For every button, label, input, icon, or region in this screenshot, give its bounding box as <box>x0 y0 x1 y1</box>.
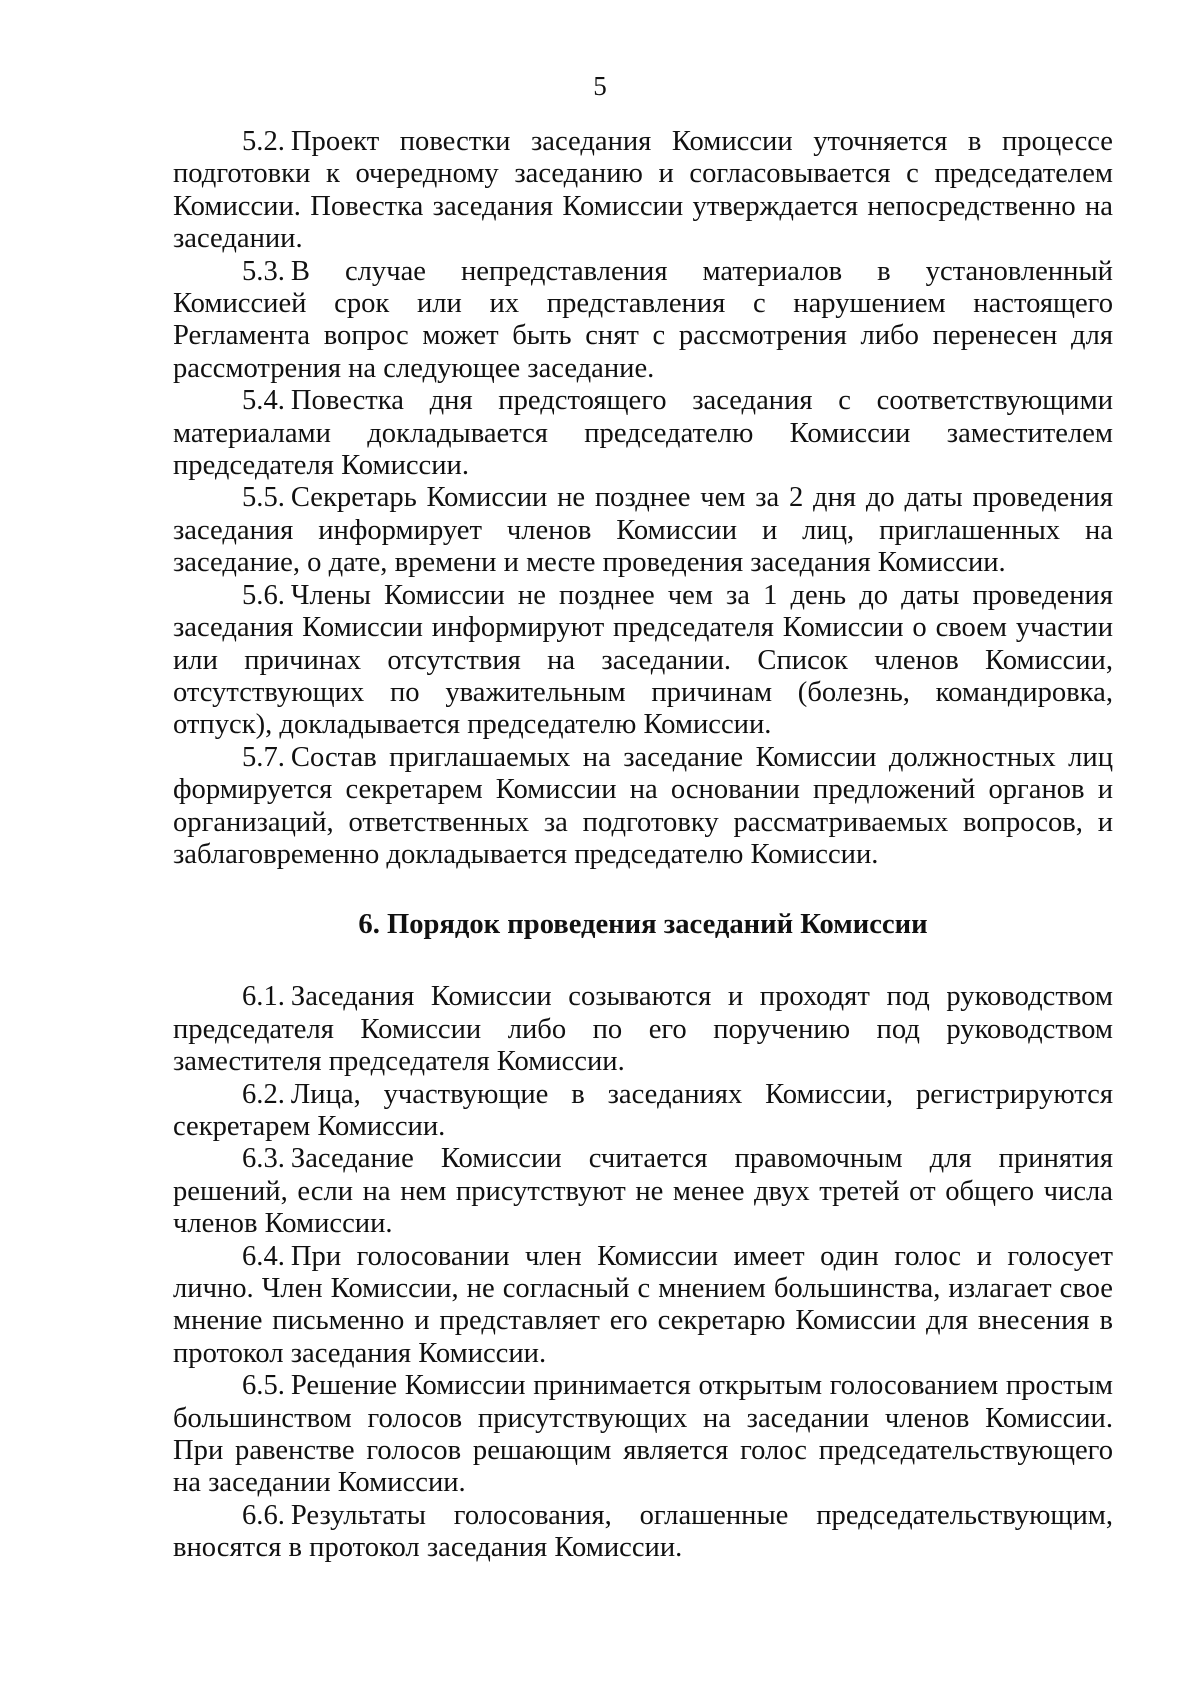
paragraph-text: В случае непредставления материалов в установленный Комиссией срок или их представления с нарушением настоящего Регламента вопрос может быть снят с рассмотрения либо перенесен для рассмотрения на следующее заседание. <box>173 255 1113 384</box>
paragraph-text: Заседание Комиссии считается правомочным для принятия решений, если на нем присутствуют не менее двух третей от общего числа членов Комиссии. <box>173 1143 1113 1240</box>
paragraph-text: Состав приглашаемых на заседание Комиссии должностных лиц формируется секретарем Комиссии на основании предложений органов и организаций, ответственных за подготовку рассматриваемых вопросов, и заблаговременно докладывается председателю Комиссии. <box>173 741 1113 870</box>
paragraph-number: 6.2. <box>242 1078 285 1110</box>
paragraph-6-4 <box>173 1241 1113 1371</box>
paragraph-number: 5.4. <box>242 385 285 417</box>
paragraph-text: Заседания Комиссии созываются и проходят под руководством председателя Комиссии либо по его поручению под руководством заместителя председателя Комиссии. <box>173 981 1113 1078</box>
paragraph-number: 5.7. <box>242 741 285 773</box>
paragraph-text: При голосовании член Комиссии имеет один голос и голосует лично. Член Комиссии, не согласный с мнением большинства, излагает свое мнение письменно и представляет его секретарю Комиссии для внесения в протокол заседания Комиссии. <box>173 1240 1113 1369</box>
paragraph-text: Секретарь Комиссии не позднее чем за 2 дня до даты проведения заседания информирует членов Комиссии и лиц, приглашенных на заседание, о дате, времени и месте проведения заседания Комиссии. <box>173 482 1113 579</box>
paragraph-5-6 <box>173 580 1113 742</box>
paragraph-number: 6.1. <box>242 981 285 1013</box>
paragraph-5-4 <box>173 385 1113 482</box>
paragraph-number: 6.4. <box>242 1240 285 1272</box>
paragraph-text: Результаты голосования, оглашенные председательствующим, вносятся в протокол заседания Комиссии. <box>173 1499 1113 1564</box>
paragraph-5-2 <box>173 126 1113 256</box>
paragraph-text: Лица, участвующие в заседаниях Комиссии, регистрируются секретарем Комиссии. <box>173 1078 1113 1142</box>
paragraph-number: 5.2. <box>242 126 285 157</box>
paragraph-number: 5.5. <box>242 482 285 514</box>
paragraph-6-6 <box>173 1500 1113 1565</box>
document-body <box>173 126 1113 1565</box>
page-number: 5 <box>593 71 607 101</box>
paragraph-5-7 <box>173 742 1113 872</box>
paragraph-5-3 <box>173 256 1113 386</box>
paragraph-number: 6.6. <box>242 1499 285 1531</box>
paragraph-number: 5.3. <box>242 255 285 287</box>
paragraph-6-2 <box>173 1079 1113 1144</box>
paragraph-6-5 <box>173 1370 1113 1500</box>
paragraph-text: Члены Комиссии не позднее чем за 1 день до даты проведения заседания Комиссии информируют председателя Комиссии о своем участии или причинах отсутствия на заседании. Список членов Комиссии, отсутствующих по уважительным причинам (болезнь, командировка, отпуск), докладывается председателю Комиссии. <box>173 579 1113 741</box>
paragraph-6-3 <box>173 1143 1113 1240</box>
paragraph-text: Проект повестки заседания Комиссии уточняется в процессе подготовки к очередному заседанию и согласовывается с председателем Комиссии. Повестка заседания Комиссии утверждается непосредственно на заседании. <box>173 126 1113 255</box>
paragraph-5-5 <box>173 482 1113 579</box>
paragraph-number: 5.6. <box>242 579 285 611</box>
paragraph-text: Решение Комиссии принимается открытым голосованием простым большинством голосов присутствующих на заседании членов Комиссии. При равенстве голосов решающим является голос председательствующего на заседании Комиссии. <box>173 1370 1113 1499</box>
paragraph-6-1 <box>173 981 1113 1078</box>
paragraph-number: 6.3. <box>242 1143 285 1175</box>
paragraph-number: 6.5. <box>242 1370 285 1402</box>
paragraph-text: Повестка дня предстоящего заседания с соответствующими материалами докладывается председателю Комиссии заместителем председателя Комиссии. <box>173 385 1113 482</box>
section-heading: 6. Порядок проведения заседаний Комиссии <box>358 909 928 941</box>
